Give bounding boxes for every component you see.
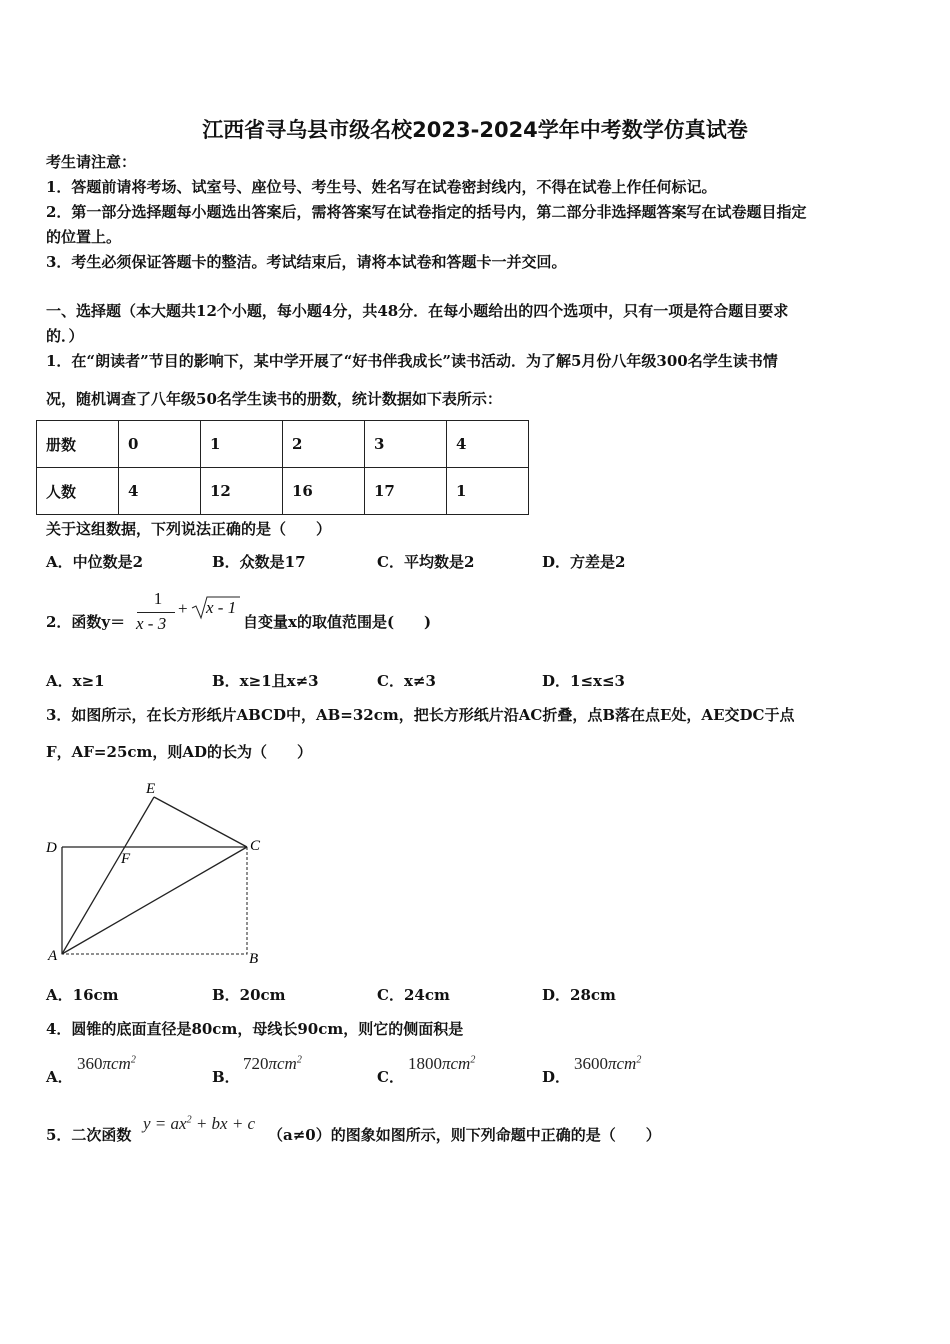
q2-fraction-numerator: 1: [153, 589, 163, 608]
q1-option-c: C．平均数是2: [377, 553, 475, 571]
q4-stem: 4．圆锥的底面直径是80cm，母线长90cm，则它的侧面积是: [46, 1020, 464, 1038]
label-e: E: [146, 781, 156, 797]
q5-formula: $y = ax^2$ + bx + c: [143, 1114, 256, 1133]
q3-stem-line-1: 3．如图所示，在长方形纸片ABCD中，AB=32cm，把长方形纸片沿AC折叠，点B落在点E处，AE交DC于点: [46, 706, 795, 724]
q1-option-a: A．中位数是2: [46, 553, 144, 571]
segment-ae: [62, 797, 154, 954]
table-cell: 册数: [37, 421, 119, 468]
table-cell: 2: [283, 421, 365, 468]
q2-option-b: B．x≥1且x≠3: [212, 672, 319, 690]
table-row: [37, 421, 529, 468]
q2-fraction-denominator: x - 3: [136, 614, 167, 633]
table-cell: 16: [283, 468, 365, 515]
table-row: [37, 468, 529, 515]
label-c: C: [250, 838, 261, 854]
label-f: F: [121, 851, 131, 867]
segment-ec: [154, 797, 247, 847]
notice-heading: 考生请注意：: [46, 153, 137, 171]
q2-option-d: D．1≤x≤3: [542, 672, 625, 690]
q2-suffix: 自变量x的取值范围是( ): [243, 613, 432, 631]
fold-diagram: [40, 775, 280, 970]
notice-line-2: 2．第一部分选择题每小题选出答案后，需将答案写在试卷指定的括号内，第二部分非选择题答案写在试卷题目指定: [46, 203, 807, 221]
q3-option-c: C．24cm: [377, 986, 450, 1004]
q3-option-b: B．20cm: [212, 986, 286, 1004]
q3-option-d: D．28cm: [542, 986, 616, 1004]
section-heading-cont: 的．）: [46, 327, 84, 345]
q4-option-b-value: 720πcm$^2$: [243, 1054, 302, 1073]
notice-line-3: 3．考生必须保证答题卡的整洁。考试结束后，请将本试卷和答题卡一并交回。: [46, 253, 567, 271]
data-table: [36, 420, 529, 515]
section-heading: 一、选择题（本大题共12个小题，每小题4分，共48分．在每小题给出的四个选项中，只有一项是符合题目要求: [46, 302, 789, 320]
q3-option-a: A．16cm: [46, 986, 119, 1004]
label-d: D: [46, 840, 57, 856]
q1-option-d: D．方差是2: [542, 553, 626, 571]
q4-option-c-value: 1800πcm$^2$: [408, 1054, 476, 1073]
q2-sqrt-body: x - 1: [206, 598, 237, 617]
q3-stem-line-2: F，AF=25cm，则AD的长为（ ）: [46, 743, 313, 761]
q4-option-d-letter: D．: [542, 1068, 571, 1086]
diagonal-ac: [62, 847, 247, 954]
q1-stem-line-1: 1．在“朗读者”节目的影响下，某中学开展了“好书伴我成长”读书活动．为了解5月份八年级300名学生读书情: [46, 352, 778, 370]
label-a: A: [48, 948, 58, 964]
q5-suffix: （a≠0）的图象如图所示，则下列命题中正确的是（ ）: [268, 1126, 661, 1144]
page-title: 江西省寻乌县市级名校2023-2024学年中考数学仿真试卷: [202, 118, 748, 142]
table-cell: 0: [119, 421, 201, 468]
q1-stem-line-2: 况，随机调查了八年级50名学生读书的册数，统计数据如下表所示：: [46, 390, 502, 408]
q2-fraction-bar: [137, 612, 175, 613]
table-cell: 4: [447, 421, 529, 468]
label-b: B: [249, 951, 259, 967]
table-cell: 12: [201, 468, 283, 515]
q5-prefix: 5．二次函数: [46, 1126, 132, 1144]
notice-line-1: 1．答题前请将考场、试室号、座位号、考生号、姓名写在试卷密封线内，不得在试卷上作任何标记。: [46, 178, 717, 196]
table-cell: 3: [365, 421, 447, 468]
q4-option-b-letter: B．: [212, 1068, 240, 1086]
table-cell: 1: [447, 468, 529, 515]
table-cell: 1: [201, 421, 283, 468]
q2-prefix: 2．函数y＝: [46, 613, 126, 631]
q2-option-a: A．x≥1: [46, 672, 105, 690]
q4-option-d-value: 3600πcm$^2$: [574, 1054, 642, 1073]
q2-option-c: C．x≠3: [377, 672, 436, 690]
q2-plus-sign: +: [178, 599, 188, 618]
q4-option-c-letter: C．: [377, 1068, 404, 1086]
q1-option-b: B．众数是17: [212, 553, 306, 571]
table-cell: 17: [365, 468, 447, 515]
q1-question: 关于这组数据，下列说法正确的是（ ）: [46, 520, 332, 538]
q4-option-a-letter: A．: [46, 1068, 73, 1086]
table-cell: 4: [119, 468, 201, 515]
q4-option-a-value: 360πcm$^2$: [77, 1054, 136, 1073]
table-cell: 人数: [37, 468, 119, 515]
notice-line-2-cont: 的位置上。: [46, 228, 122, 246]
